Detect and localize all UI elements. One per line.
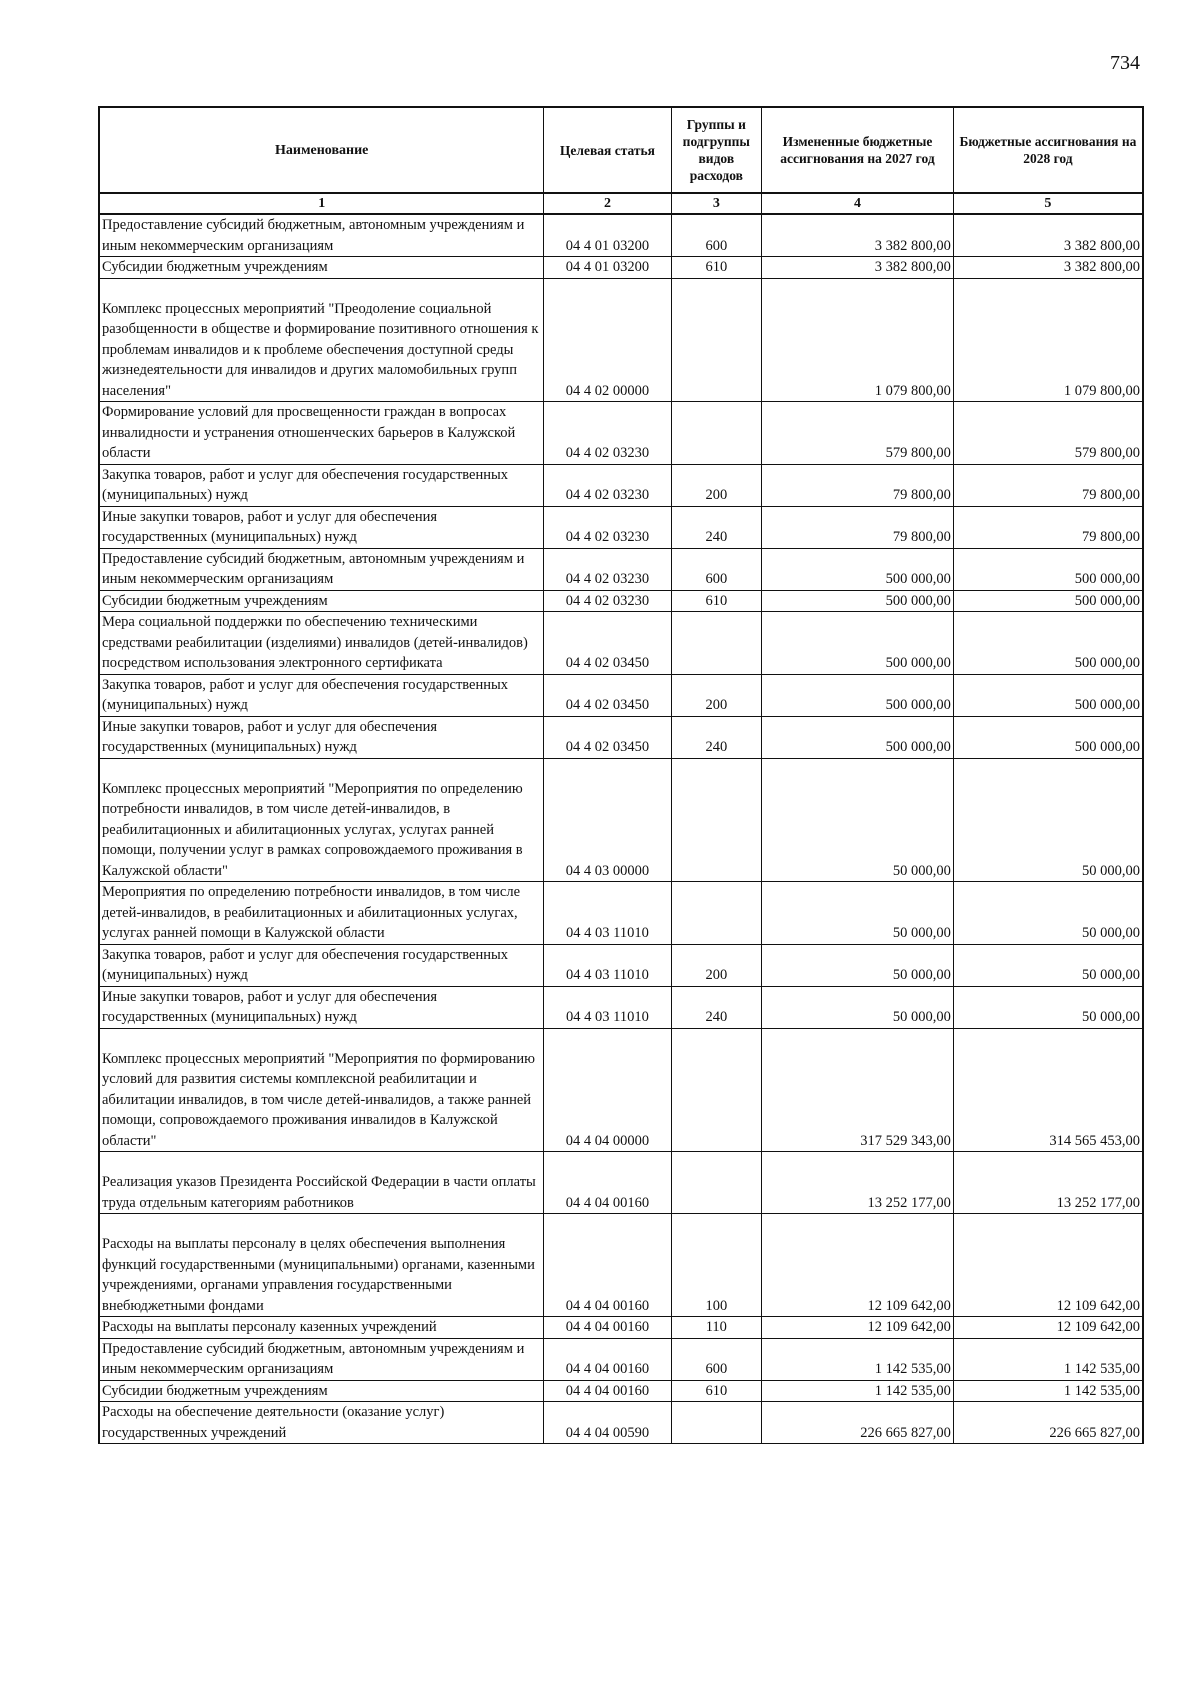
row-target-code: 04 4 01 03200 [544,214,671,257]
row-group-code: 200 [671,944,762,986]
row-amount-2027: 1 142 535,00 [762,1338,954,1380]
header-name: Наименование [99,107,544,193]
row-amount-2027: 317 529 343,00 [762,1028,954,1152]
row-name: Мера социальной поддержки по обеспечению техническими средствами реабилитации (изделиями) инвалидов (детей-инвалидов) посредством использования электронного сертификата [99,612,544,675]
row-amount-2028: 50 000,00 [953,944,1143,986]
row-amount-2027: 50 000,00 [762,758,954,882]
table-row [99,986,1143,1028]
row-target-code: 04 4 03 11010 [544,986,671,1028]
row-group-code [671,1152,762,1214]
table-body [99,214,1143,1444]
row-name: Предоставление субсидий бюджетным, автономным учреждениям и иным некоммерческим организациям [99,1338,544,1380]
row-amount-2027: 79 800,00 [762,464,954,506]
row-target-code: 04 4 04 00160 [544,1152,671,1214]
row-name: Иные закупки товаров, работ и услуг для обеспечения государственных (муниципальных) нужд [99,506,544,548]
column-number: 1 [99,193,544,214]
row-target-code: 04 4 02 03230 [544,464,671,506]
column-number: 2 [544,193,671,214]
column-number: 3 [671,193,762,214]
table-row [99,402,1143,465]
row-name: Расходы на обеспечение деятельности (оказание услуг) государственных учреждений [99,1402,544,1444]
row-target-code: 04 4 02 03230 [544,506,671,548]
row-name: Закупка товаров, работ и услуг для обеспечения государственных (муниципальных) нужд [99,944,544,986]
row-target-code: 04 4 03 00000 [544,758,671,882]
row-amount-2027: 3 382 800,00 [762,257,954,279]
row-amount-2027: 500 000,00 [762,612,954,675]
table-row [99,214,1143,257]
page-number: 734 [1110,52,1140,74]
row-amount-2028: 1 079 800,00 [953,278,1143,402]
row-group-code: 200 [671,674,762,716]
row-amount-2028: 12 109 642,00 [953,1317,1143,1339]
row-name: Предоставление субсидий бюджетным, автономным учреждениям и иным некоммерческим организациям [99,548,544,590]
row-group-code: 610 [671,257,762,279]
row-group-code: 200 [671,464,762,506]
row-group-code [671,402,762,465]
row-amount-2027: 50 000,00 [762,882,954,945]
row-group-code [671,1402,762,1444]
column-number-row [99,193,1143,214]
table-row [99,1214,1143,1317]
row-target-code: 04 4 02 03450 [544,716,671,758]
row-amount-2028: 500 000,00 [953,548,1143,590]
header-amount-2028: Бюджетные ассигнования на 2028 год [953,107,1143,193]
row-name: Реализация указов Президента Российской Федерации в части оплаты труда отдельным категориям работников [99,1152,544,1214]
row-group-code: 240 [671,716,762,758]
budget-table [98,106,1144,1444]
row-amount-2027: 13 252 177,00 [762,1152,954,1214]
table-row [99,758,1143,882]
row-group-code: 110 [671,1317,762,1339]
header-group: Группы и подгруппы видов расходов [671,107,762,193]
row-target-code: 04 4 02 03230 [544,590,671,612]
row-amount-2028: 314 565 453,00 [953,1028,1143,1152]
row-target-code: 04 4 04 00160 [544,1214,671,1317]
row-target-code: 04 4 02 03230 [544,548,671,590]
row-amount-2027: 1 079 800,00 [762,278,954,402]
row-amount-2028: 3 382 800,00 [953,257,1143,279]
row-amount-2027: 79 800,00 [762,506,954,548]
row-amount-2028: 500 000,00 [953,674,1143,716]
row-target-code: 04 4 04 00000 [544,1028,671,1152]
row-amount-2027: 226 665 827,00 [762,1402,954,1444]
row-name: Закупка товаров, работ и услуг для обеспечения государственных (муниципальных) нужд [99,674,544,716]
row-amount-2028: 79 800,00 [953,506,1143,548]
row-name: Комплекс процессных мероприятий "Мероприятия по формированию условий для развития системы комплексной реабилитации и абилитации инвалидов, в том числе детей-инвалидов, а также ранней помощи, сопровождаемого проживания инвалидов в Калужской области" [99,1028,544,1152]
row-amount-2027: 500 000,00 [762,548,954,590]
table-row [99,464,1143,506]
header-target: Целевая статья [544,107,671,193]
row-group-code: 100 [671,1214,762,1317]
row-group-code [671,612,762,675]
row-name: Субсидии бюджетным учреждениям [99,257,544,279]
row-target-code: 04 4 02 03450 [544,612,671,675]
row-amount-2028: 13 252 177,00 [953,1152,1143,1214]
row-target-code: 04 4 04 00160 [544,1380,671,1402]
table-row [99,1317,1143,1339]
row-amount-2027: 12 109 642,00 [762,1317,954,1339]
row-amount-2028: 500 000,00 [953,716,1143,758]
row-amount-2028: 500 000,00 [953,590,1143,612]
table-row [99,590,1143,612]
row-group-code: 240 [671,506,762,548]
row-amount-2028: 1 142 535,00 [953,1338,1143,1380]
row-group-code: 600 [671,548,762,590]
row-group-code [671,1028,762,1152]
row-name: Расходы на выплаты персоналу казенных учреждений [99,1317,544,1339]
row-target-code: 04 4 02 03450 [544,674,671,716]
row-name: Предоставление субсидий бюджетным, автономным учреждениям и иным некоммерческим организациям [99,214,544,257]
row-target-code: 04 4 03 11010 [544,882,671,945]
row-amount-2028: 50 000,00 [953,758,1143,882]
column-number: 4 [762,193,954,214]
table-row [99,506,1143,548]
row-group-code: 240 [671,986,762,1028]
row-amount-2028: 50 000,00 [953,882,1143,945]
row-amount-2027: 500 000,00 [762,674,954,716]
row-name: Иные закупки товаров, работ и услуг для обеспечения государственных (муниципальных) нужд [99,716,544,758]
row-name: Расходы на выплаты персоналу в целях обеспечения выполнения функций государственными (муниципальными) органами, казенными учреждениями, органами управления государственными внебюджетными фондами [99,1214,544,1317]
table-row [99,944,1143,986]
row-amount-2028: 500 000,00 [953,612,1143,675]
row-amount-2027: 50 000,00 [762,986,954,1028]
row-group-code: 600 [671,1338,762,1380]
row-amount-2027: 1 142 535,00 [762,1380,954,1402]
row-target-code: 04 4 04 00160 [544,1317,671,1339]
row-amount-2027: 12 109 642,00 [762,1214,954,1317]
table-row [99,1028,1143,1152]
row-name: Субсидии бюджетным учреждениям [99,1380,544,1402]
table-row [99,674,1143,716]
table-row [99,1402,1143,1444]
header-amount-2027: Измененные бюджетные ассигнования на 2027 год [762,107,954,193]
table-row [99,612,1143,675]
table-row [99,1380,1143,1402]
row-name: Иные закупки товаров, работ и услуг для обеспечения государственных (муниципальных) нужд [99,986,544,1028]
row-target-code: 04 4 01 03200 [544,257,671,279]
row-amount-2028: 579 800,00 [953,402,1143,465]
row-amount-2027: 579 800,00 [762,402,954,465]
row-amount-2028: 3 382 800,00 [953,214,1143,257]
row-group-code [671,758,762,882]
table-row [99,278,1143,402]
row-group-code: 610 [671,590,762,612]
row-name: Закупка товаров, работ и услуг для обеспечения государственных (муниципальных) нужд [99,464,544,506]
table-row [99,882,1143,945]
row-target-code: 04 4 02 00000 [544,278,671,402]
row-amount-2028: 12 109 642,00 [953,1214,1143,1317]
row-name: Комплекс процессных мероприятий "Преодоление социальной разобщенности в обществе и формирование позитивного отношения к проблемам инвалидов и к проблеме обеспечения доступной среды жизнедеятельности для инвалидов и других маломобильных групп населения" [99,278,544,402]
row-group-code [671,882,762,945]
table-row [99,257,1143,279]
row-name: Комплекс процессных мероприятий "Мероприятия по определению потребности инвалидов, в том числе детей-инвалидов, в реабилитационных и абилитационных услугах, услугах ранней помощи, получении услуг в рамках сопровождаемого проживания в Калужской области" [99,758,544,882]
row-target-code: 04 4 03 11010 [544,944,671,986]
row-name: Формирование условий для просвещенности граждан в вопросах инвалидности и устранения отношенческих барьеров в Калужской области [99,402,544,465]
row-target-code: 04 4 04 00590 [544,1402,671,1444]
row-amount-2028: 226 665 827,00 [953,1402,1143,1444]
table-row [99,716,1143,758]
row-amount-2028: 79 800,00 [953,464,1143,506]
table-row [99,1152,1143,1214]
row-amount-2028: 1 142 535,00 [953,1380,1143,1402]
row-name: Субсидии бюджетным учреждениям [99,590,544,612]
table-row [99,548,1143,590]
row-group-code: 600 [671,214,762,257]
row-group-code [671,278,762,402]
table-row [99,1338,1143,1380]
row-target-code: 04 4 04 00160 [544,1338,671,1380]
row-amount-2027: 3 382 800,00 [762,214,954,257]
row-amount-2027: 500 000,00 [762,716,954,758]
row-target-code: 04 4 02 03230 [544,402,671,465]
row-name: Мероприятия по определению потребности инвалидов, в том числе детей-инвалидов, в реабилитационных и абилитационных услугах, услугах ранней помощи в Калужской области [99,882,544,945]
table-header-row [99,107,1143,193]
row-amount-2027: 50 000,00 [762,944,954,986]
row-amount-2027: 500 000,00 [762,590,954,612]
column-number: 5 [953,193,1143,214]
row-group-code: 610 [671,1380,762,1402]
row-amount-2028: 50 000,00 [953,986,1143,1028]
